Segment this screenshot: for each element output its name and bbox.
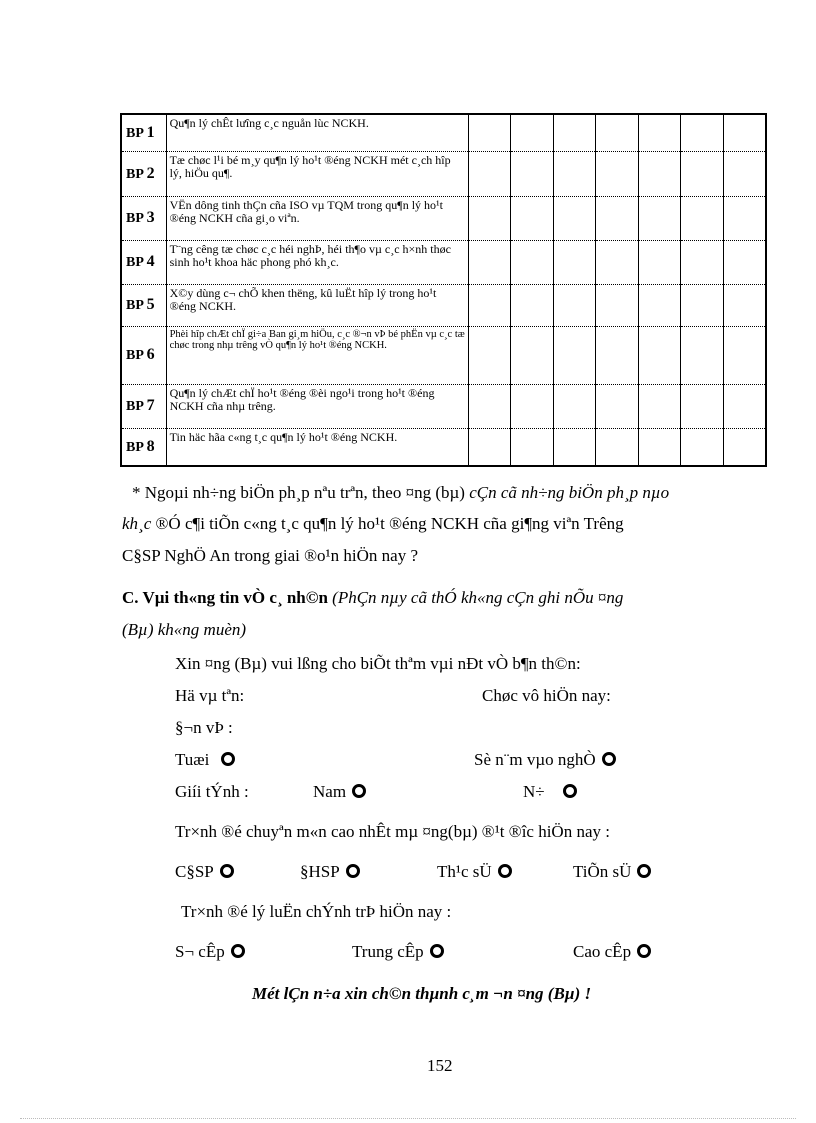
footer-divider bbox=[20, 1118, 796, 1119]
politics-option-1: S¬ cÊp bbox=[175, 942, 245, 962]
degree-radio-icon[interactable] bbox=[637, 864, 651, 878]
rating-cell[interactable] bbox=[681, 384, 723, 428]
rating-cell[interactable] bbox=[681, 196, 723, 240]
name-label: Hä vµ tªn: bbox=[175, 686, 245, 705]
politics-radio-icon[interactable] bbox=[637, 944, 651, 958]
rating-cell[interactable] bbox=[511, 384, 553, 428]
rating-cell[interactable] bbox=[596, 114, 638, 151]
rating-cell[interactable] bbox=[596, 284, 638, 326]
table-row bbox=[121, 240, 766, 284]
rating-cell[interactable] bbox=[511, 114, 553, 151]
rating-cell[interactable] bbox=[681, 114, 723, 151]
rating-cell[interactable] bbox=[638, 151, 680, 196]
rating-cell[interactable] bbox=[553, 114, 595, 151]
measure-code: BP 3 bbox=[121, 196, 166, 240]
info-intro: Xin ¤ng (Bµ) vui lßng cho biÕt thªm vµi nÐt vÒ b¶n th©n: bbox=[175, 654, 581, 673]
measure-code: BP 8 bbox=[121, 428, 166, 466]
gender-label: Giíi tÝnh : bbox=[175, 782, 249, 801]
measure-description: Tin häc hãa c«ng t¸c qu¶n lý ho¹t ®éng NCKH. bbox=[166, 428, 468, 466]
degree-radio-icon[interactable] bbox=[346, 864, 360, 878]
measure-description: Qu¶n lý chÊt lưîng c¸c nguån lùc NCKH. bbox=[166, 114, 468, 151]
table-row bbox=[121, 196, 766, 240]
rating-cell[interactable] bbox=[638, 240, 680, 284]
age-field: Tuæi bbox=[175, 750, 235, 770]
measure-code: BP 6 bbox=[121, 326, 166, 384]
rating-cell[interactable] bbox=[553, 151, 595, 196]
degree-radio-icon[interactable] bbox=[220, 864, 234, 878]
rating-cell[interactable] bbox=[596, 196, 638, 240]
rating-cell[interactable] bbox=[723, 284, 766, 326]
rating-cell[interactable] bbox=[553, 384, 595, 428]
rating-cell[interactable] bbox=[638, 196, 680, 240]
degree-option-2: §HSP bbox=[300, 862, 360, 882]
years-field: Sè n¨m vµo nghÒ bbox=[474, 750, 616, 770]
politics-option-2: Trung cÊp bbox=[352, 942, 444, 962]
rating-cell[interactable] bbox=[681, 326, 723, 384]
unit-label: §¬n vÞ : bbox=[175, 718, 233, 737]
table-row bbox=[121, 384, 766, 428]
measure-code: BP 7 bbox=[121, 384, 166, 428]
rating-cell[interactable] bbox=[723, 151, 766, 196]
question-line-1: * Ngoµi nh÷ng biÖn ph¸p nªu trªn, theo ¤ng (bµ) cÇn cã nh÷ng biÖn ph¸p nµo bbox=[132, 483, 670, 502]
rating-cell[interactable] bbox=[596, 326, 638, 384]
measure-description: Phèi hîp chÆt chÏ gi÷a Ban gi¸m hiÖu, c¸c ®¬n vÞ bé phËn vµ c¸c tæ chøc trong nhµ trêng vÒ qu¶n lý ho¹t ®éng NCKH. bbox=[166, 326, 468, 384]
degree-option-4: TiÕn sÜ bbox=[573, 862, 651, 882]
rating-cell[interactable] bbox=[468, 151, 510, 196]
thanks-line: Mét lÇn n÷a xin ch©n thµnh c¸m ¬n ¤ng (Bµ) ! bbox=[252, 984, 592, 1003]
degree-option-1: C§SP bbox=[175, 862, 234, 882]
rating-cell[interactable] bbox=[468, 384, 510, 428]
politics-radio-icon[interactable] bbox=[430, 944, 444, 958]
politics-label: Tr×nh ®é lý luËn chÝnh trÞ hiÖn nay : bbox=[181, 902, 452, 921]
measure-description: Tæ chøc l¹i bé m¸y qu¶n lý ho¹t ®éng NCKH mét c¸ch hîp lý, hiÖu qu¶. bbox=[166, 151, 468, 196]
rating-cell[interactable] bbox=[681, 151, 723, 196]
degree-radio-icon[interactable] bbox=[498, 864, 512, 878]
measure-code: BP 5 bbox=[121, 284, 166, 326]
table-row bbox=[121, 428, 766, 466]
rating-cell[interactable] bbox=[723, 326, 766, 384]
measure-code: BP 4 bbox=[121, 240, 166, 284]
rating-cell[interactable] bbox=[723, 240, 766, 284]
rating-cell[interactable] bbox=[681, 284, 723, 326]
question-line-2: kh¸c ®Ó c¶i tiÕn c«ng t¸c qu¶n lý ho¹t ®éng NCKH cña gi¶ng viªn Trêng bbox=[122, 514, 624, 533]
rating-cell[interactable] bbox=[596, 428, 638, 466]
age-radio-icon[interactable] bbox=[221, 752, 235, 766]
rating-cell[interactable] bbox=[553, 428, 595, 466]
rating-cell[interactable] bbox=[638, 384, 680, 428]
rating-cell[interactable] bbox=[553, 326, 595, 384]
rating-cell[interactable] bbox=[511, 151, 553, 196]
gender-male-option: Nam bbox=[313, 782, 366, 802]
gender-female-option: N÷ bbox=[523, 782, 577, 802]
rating-cell[interactable] bbox=[723, 196, 766, 240]
rating-cell[interactable] bbox=[681, 240, 723, 284]
rating-cell[interactable] bbox=[468, 428, 510, 466]
rating-cell[interactable] bbox=[723, 428, 766, 466]
rating-cell[interactable] bbox=[553, 284, 595, 326]
measure-description: X©y dùng c¬ chÕ khen thëng, kû luËt hîp lý trong ho¹t ®éng NCKH. bbox=[166, 284, 468, 326]
measure-code: BP 2 bbox=[121, 151, 166, 196]
table-row bbox=[121, 151, 766, 196]
rating-cell[interactable] bbox=[511, 196, 553, 240]
rating-cell[interactable] bbox=[468, 240, 510, 284]
rating-cell[interactable] bbox=[511, 284, 553, 326]
rating-cell[interactable] bbox=[596, 151, 638, 196]
rating-cell[interactable] bbox=[723, 384, 766, 428]
rating-cell[interactable] bbox=[596, 240, 638, 284]
rating-cell[interactable] bbox=[638, 326, 680, 384]
measures-table bbox=[120, 113, 767, 467]
table-row bbox=[121, 284, 766, 326]
rating-cell[interactable] bbox=[553, 240, 595, 284]
rating-cell[interactable] bbox=[468, 284, 510, 326]
rating-cell[interactable] bbox=[511, 326, 553, 384]
politics-radio-icon[interactable] bbox=[231, 944, 245, 958]
rating-cell[interactable] bbox=[638, 428, 680, 466]
rating-cell[interactable] bbox=[638, 114, 680, 151]
measure-description: VËn dông tinh thÇn cña ISO vµ TQM trong qu¶n lý ho¹t ®éng NCKH cña gi¸o viªn. bbox=[166, 196, 468, 240]
table-row bbox=[121, 114, 766, 151]
rating-cell[interactable] bbox=[553, 196, 595, 240]
rating-cell[interactable] bbox=[596, 384, 638, 428]
section-c-title-cont: (Bµ) kh«ng muèn) bbox=[122, 620, 247, 639]
rating-cell[interactable] bbox=[638, 284, 680, 326]
measure-description: Qu¶n lý chÆt chÏ ho¹t ®éng ®èi ngo¹i trong ho¹t ®éng NCKH cña nhµ trêng. bbox=[166, 384, 468, 428]
measure-code: BP 1 bbox=[121, 114, 166, 151]
page-number: 152 bbox=[427, 1056, 453, 1075]
rating-cell[interactable] bbox=[511, 428, 553, 466]
politics-option-3: Cao cÊp bbox=[573, 942, 651, 962]
rating-cell[interactable] bbox=[723, 114, 766, 151]
rating-cell[interactable] bbox=[468, 114, 510, 151]
rating-cell[interactable] bbox=[468, 196, 510, 240]
rating-cell[interactable] bbox=[511, 240, 553, 284]
degree-label: Tr×nh ®é chuyªn m«n cao nhÊt mµ ¤ng(bµ) ®¹t ®îc hiÖn nay : bbox=[175, 822, 610, 841]
measure-description: T¨ng cêng tæ chøc c¸c héi nghÞ, héi th¶o vµ c¸c h×nh thøc sinh ho¹t khoa häc phong phó kh¸c. bbox=[166, 240, 468, 284]
question-line-3: C§SP NghÖ An trong giai ®o¹n hiÖn nay ? bbox=[122, 546, 418, 565]
rating-cell[interactable] bbox=[681, 428, 723, 466]
female-radio-icon[interactable] bbox=[563, 784, 577, 798]
degree-option-3: Th¹c sÜ bbox=[437, 862, 512, 882]
section-c-title: C. Vµi th«ng tin vÒ c¸ nh©n (PhÇn nµy cã thÓ kh«ng cÇn ghi nÕu ¤ng bbox=[122, 588, 624, 607]
table-row bbox=[121, 326, 766, 384]
male-radio-icon[interactable] bbox=[352, 784, 366, 798]
rating-cell[interactable] bbox=[468, 326, 510, 384]
years-radio-icon[interactable] bbox=[602, 752, 616, 766]
position-label: Chøc vô hiÖn nay: bbox=[482, 686, 611, 705]
